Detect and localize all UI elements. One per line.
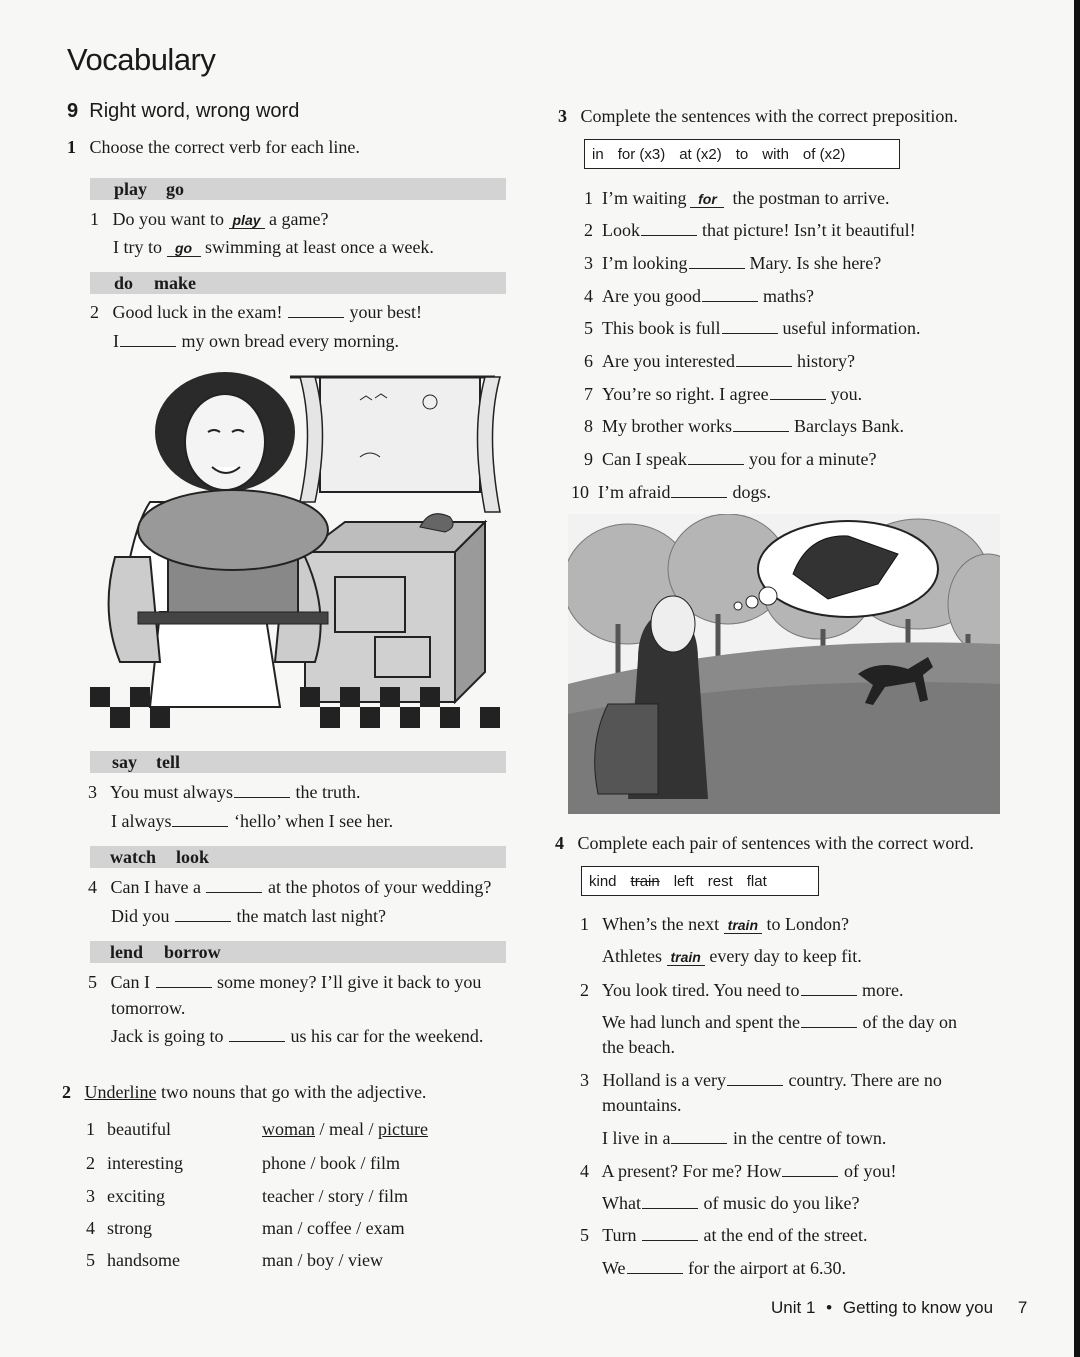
answer-blank[interactable] [702,287,758,302]
word-option: lend [110,942,144,962]
item-text: Good luck in the exam! [112,302,283,322]
item-text: you for a minute? [748,449,877,469]
ex1-instruction-text: Choose the correct verb for each line. [89,137,360,157]
box-word: flat [746,872,767,890]
noun-option[interactable]: meal [329,1119,364,1139]
word-option: borrow [164,942,221,962]
item-text: more. [862,980,904,1000]
item-text: at the end of the street. [703,1225,868,1245]
box-word: kind [589,872,617,890]
section-heading [67,100,299,123]
answer-blank[interactable] [229,1027,285,1042]
item-number: 4 [580,1161,589,1181]
item-text: Athletes [602,946,662,966]
answer-blank[interactable] [288,303,344,318]
answer-blank[interactable]: go [167,240,201,257]
box-word: in [592,145,604,163]
item-number: 5 [580,1225,589,1245]
item-number: 1 [580,914,589,934]
ex3-item [584,384,862,405]
word-option: look [176,847,210,867]
answer-blank[interactable] [801,1013,857,1028]
item-text: the postman to arrive. [732,188,890,208]
separator: / [313,1186,328,1206]
adjective: strong [107,1218,152,1238]
item-text: Are you interested [602,351,735,371]
item-text: I try to [113,237,162,257]
item-number: 6 [584,351,593,371]
ex1-item-5a [88,972,481,993]
item-number: 3 [580,1070,589,1090]
item-text: a game? [269,209,329,229]
item-number: 5 [584,318,593,338]
answer-blank[interactable] [234,783,290,798]
item-text: of the day on [862,1012,957,1032]
item-text: that picture! Isn’t it beautiful! [702,220,916,240]
separator: / [334,1250,349,1270]
answer-blank[interactable] [688,450,744,465]
ex3-item [584,416,904,437]
box-word: of (x2) [802,145,846,163]
item-text: dogs. [732,482,771,502]
ex4-item-4b [602,1193,859,1214]
ex1-item-5a-cont: tomorrow. [111,998,186,1018]
word-option: say [112,752,138,772]
ex3-item [584,253,881,274]
ex4-instruction-text: Complete each pair of sentences with the correct word. [577,833,974,853]
item-text: Holland is a very [602,1070,726,1090]
word-bar-say-tell [90,751,506,773]
box-word: with [762,145,789,163]
noun-option[interactable]: story [327,1186,364,1206]
item-number: 1 [584,188,593,208]
dog-fear-illustration [568,514,1000,814]
item-text: Can I speak [602,449,687,469]
ex2-instruction-underline: Underline [84,1082,157,1102]
item-text: useful information. [782,318,921,338]
item-text: A present? For me? How [601,1161,782,1181]
ex2-number: 2 [62,1082,71,1102]
item-number: 8 [584,416,593,436]
ex4-item-1a [580,914,849,935]
adjective: exciting [107,1186,165,1206]
noun-option[interactable]: boy [307,1250,335,1270]
section-number: 9 [67,100,79,122]
answer-blank[interactable] [172,812,228,827]
ex3-instruction [558,106,958,127]
word-option: watch [110,847,156,867]
item-text: I’m waiting [602,188,687,208]
item-number: 4 [584,286,593,306]
item-text: I’m afraid [598,482,671,502]
noun-option[interactable]: phone [262,1153,306,1173]
ex3-item [584,318,921,339]
ex4-item-5a [580,1225,867,1246]
ex2-row [86,1218,152,1239]
separator: / [364,1119,379,1139]
item-text: the truth. [295,782,361,802]
answer-blank[interactable]: train [667,949,705,966]
separator: / [315,1119,330,1139]
item-text: at the photos of your wedding? [267,877,492,897]
item-number: 9 [584,449,593,469]
item-text: my own bread every morning. [181,331,399,351]
item-text: us his car for the weekend. [290,1026,484,1046]
adjective: beautiful [107,1119,171,1139]
item-text: of music do you like? [703,1193,860,1213]
ex4-item-3a [580,1070,942,1091]
item-text: Can I have a [110,877,201,897]
item-text: in the centre of town. [732,1128,887,1148]
noun-options [262,1119,428,1140]
item-number: 4 [86,1218,95,1238]
answer-blank[interactable] [671,483,727,498]
answer-blank[interactable] [175,907,231,922]
item-number: 3 [584,253,593,273]
item-text: What [602,1193,641,1213]
noun-option[interactable]: man [262,1250,293,1270]
item-text: you. [830,384,863,404]
item-number: 5 [86,1250,95,1270]
item-text: every day to keep fit. [709,946,862,966]
answer-blank[interactable] [736,352,792,367]
box-word: for (x3) [617,145,666,163]
word-option: go [166,179,184,199]
item-text: your best! [349,302,422,322]
item-number: 3 [86,1186,95,1206]
item-text: I always [111,811,172,831]
ex1-number: 1 [67,137,76,157]
noun-options [262,1153,400,1174]
answer-blank[interactable] [206,878,262,893]
separator: / [293,1218,308,1238]
ex1-item-1a [90,209,328,230]
item-number: 1 [86,1119,95,1139]
ex2-row [86,1186,165,1207]
noun-option[interactable]: book [320,1153,357,1173]
ex1-item-4b [111,906,386,927]
answer-blank[interactable] [782,1162,838,1177]
item-text: of you! [843,1161,897,1181]
item-text: I live in a [602,1128,671,1148]
item-text: We [602,1258,626,1278]
word-option: play [114,179,148,199]
word-option: make [154,273,196,293]
answer-blank[interactable] [627,1259,683,1274]
noun-option[interactable]: film [377,1186,408,1206]
ex1-item-1b [113,237,434,258]
answer-blank[interactable] [156,973,212,988]
ex1-item-4a [88,877,491,898]
ex4-item-3a-cont: mountains. [602,1095,682,1115]
noun-option[interactable]: picture [378,1119,428,1139]
separator: / [356,1153,371,1173]
ex1-item-5b [111,1026,483,1047]
item-number: 4 [88,877,97,897]
item-text: When’s the next [602,914,720,934]
item-number: 2 [86,1153,95,1173]
noun-options [262,1186,408,1207]
item-text: Do you want to [112,209,224,229]
ex4-item-4a [580,1161,896,1182]
answer-blank[interactable] [733,417,789,432]
box-word: rest [707,872,733,890]
footer-unit: Unit 1 [771,1298,816,1317]
ex4-item-2b [602,1012,957,1033]
ex4-item-2b-cont: the beach. [602,1037,675,1057]
item-text: swimming at least once a week. [205,237,434,257]
item-text: for the airport at 6.30. [688,1258,846,1278]
item-text: Barclays Bank. [793,416,904,436]
ex4-instruction [555,833,974,854]
item-text: Did you [111,906,170,926]
ex4-item-5b [602,1258,846,1279]
item-number: 2 [90,302,99,322]
word-option: do [114,273,134,293]
item-number: 2 [584,220,593,240]
noun-option[interactable]: exam [365,1218,405,1238]
ex3-instruction-text: Complete the sentences with the correct preposition. [580,106,958,126]
item-number: 7 [584,384,593,404]
item-text: You look tired. You need to [601,980,800,1000]
separator: / [363,1186,378,1206]
answer-blank[interactable] [727,1071,783,1086]
ex3-item [571,482,771,503]
item-text: ‘hello’ when I see her. [233,811,394,831]
answer-blank[interactable] [689,254,745,269]
answer-blank[interactable]: train [724,917,762,934]
answer-blank[interactable]: play [229,212,265,229]
item-text: Turn [602,1225,637,1245]
separator: / [306,1153,321,1173]
box-word-used: train [630,872,660,890]
ex4-number: 4 [555,833,564,853]
page-number: 7 [1017,1298,1028,1317]
noun-option[interactable]: film [370,1153,401,1173]
answer-blank[interactable] [642,1226,698,1241]
answer-blank[interactable] [120,332,176,347]
ex2-row [86,1250,180,1271]
ex3-item [584,286,814,307]
answer-blank[interactable] [671,1129,727,1144]
word-bar-watch-look [90,846,506,868]
box-word: to [735,145,749,163]
item-text: maths? [762,286,814,306]
item-text: Jack is going to [111,1026,224,1046]
answer-blank[interactable] [801,981,857,996]
ex3-item [584,220,916,241]
ex4-item-1b [602,946,862,967]
ex3-item [584,351,855,372]
ex1-item-2b [113,331,399,352]
box-word: left [673,872,694,890]
item-text: country. There are no [788,1070,942,1090]
item-text: some money? I’ll give it back to you [217,972,482,992]
item-text: Look [602,220,640,240]
answer-blank[interactable] [770,385,826,400]
word-bar-lend-borrow [90,941,506,963]
noun-option[interactable]: woman [262,1119,315,1139]
item-text: history? [796,351,855,371]
ex1-item-3a [88,782,361,803]
adjective: interesting [107,1153,183,1173]
item-number: 3 [88,782,97,802]
ex1-item-3b [111,811,393,832]
box-word: at (x2) [679,145,722,163]
kitchen-illustration [90,362,506,728]
item-text: Are you good [602,286,701,306]
item-text: Mary. Is she here? [749,253,882,273]
page-title: Vocabulary [67,42,216,77]
ex3-item [584,449,876,470]
separator: / [293,1250,308,1270]
noun-option[interactable]: man [262,1218,293,1238]
item-number: 2 [580,980,589,1000]
item-text: I’m looking [602,253,688,273]
ex1-instruction [67,137,360,158]
ex4-item-3b [602,1128,886,1149]
separator: / [351,1218,366,1238]
item-text: Can I [110,972,150,992]
item-text: My brother works [602,416,732,436]
item-text: We had lunch and spent the [602,1012,800,1032]
ex4-item-2a [580,980,904,1001]
word-bar-play-go [90,178,506,200]
noun-options [262,1218,405,1239]
item-number: 1 [90,209,99,229]
ex1-item-2a [90,302,422,323]
item-text: You’re so right. I agree [602,384,769,404]
ex2-instruction-text: two nouns that go with the adjective. [160,1082,427,1102]
footer-bullet: • [826,1298,833,1317]
page-footer [771,1298,1027,1318]
item-text: I [113,331,119,351]
section-title: Right word, wrong word [89,100,300,122]
ex3-number: 3 [558,106,567,126]
item-text: to London? [766,914,849,934]
footer-title: Getting to know you [842,1298,994,1317]
answer-blank[interactable] [722,319,778,334]
ex2-row [86,1153,183,1174]
ex2-instruction [62,1082,426,1103]
noun-option[interactable]: view [348,1250,384,1270]
word-option: tell [156,752,180,772]
answer-blank[interactable]: for [690,191,724,208]
ex2-row [86,1119,171,1140]
item-number: 5 [88,972,97,992]
ex3-word-box [584,139,900,169]
item-number: 10 [571,482,589,502]
answer-blank[interactable] [642,1194,698,1209]
word-bar-do-make [90,272,506,294]
ex4-word-box [581,866,819,896]
noun-options [262,1250,383,1271]
item-text: You must always [109,782,234,802]
adjective: handsome [107,1250,180,1270]
noun-option[interactable]: coffee [307,1218,352,1238]
ex3-item [584,188,889,209]
item-text: the match last night? [236,906,386,926]
noun-option[interactable]: teacher [262,1186,314,1206]
item-text: This book is full [602,318,721,338]
answer-blank[interactable] [641,221,697,236]
